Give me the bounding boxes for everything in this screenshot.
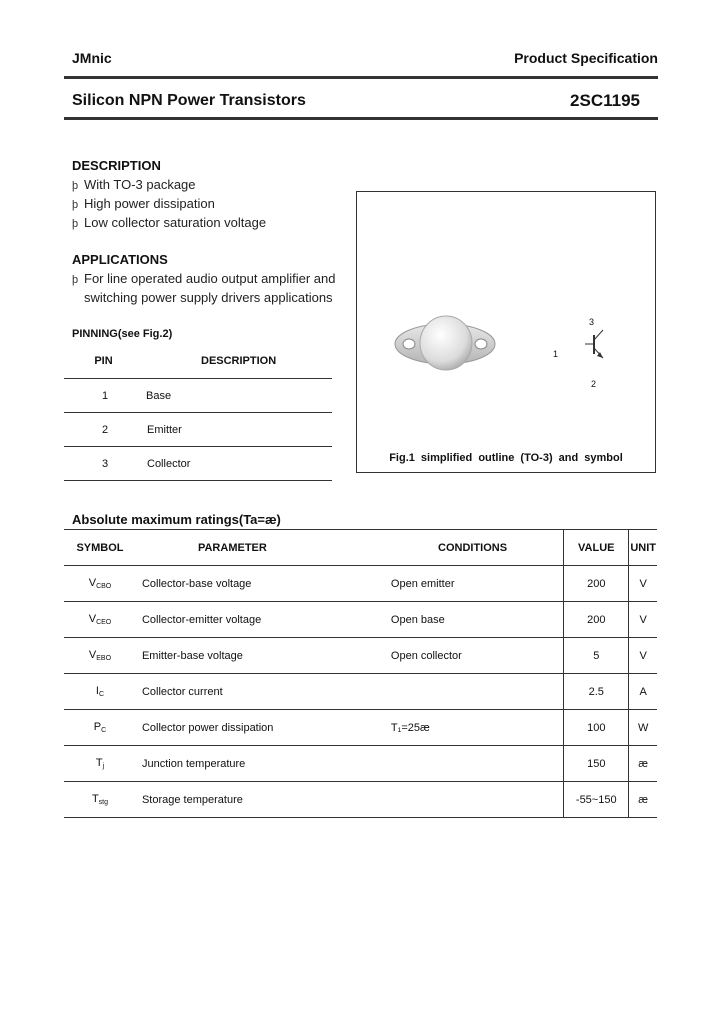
value-cell: 200 xyxy=(564,602,629,638)
pin-number: 2 xyxy=(64,413,146,447)
parameter-cell: Junction temperature xyxy=(136,746,382,782)
ratings-table xyxy=(64,529,657,818)
table-row xyxy=(64,782,657,818)
pin-desc: Emitter xyxy=(146,413,332,447)
ratings-header-row xyxy=(64,530,657,566)
figure-box xyxy=(356,191,656,473)
pin-number: 3 xyxy=(64,447,146,481)
table-row xyxy=(64,379,332,413)
value-cell: -55~150 xyxy=(564,782,629,818)
table-row xyxy=(64,746,657,782)
table-row xyxy=(64,566,657,602)
pin1-label: 1 xyxy=(553,349,559,359)
description-item: þ High power dissipation xyxy=(72,196,215,211)
description-item: þ Low collector saturation voltage xyxy=(72,215,267,230)
col-conditions: CONDITIONS xyxy=(382,530,564,566)
applications-item-cont: switching power supply drivers applications xyxy=(84,290,333,305)
conditions-cell: Open collector xyxy=(382,638,564,674)
unit-cell: V xyxy=(629,638,657,674)
unit-cell: W xyxy=(629,710,657,746)
unit-cell: V xyxy=(629,566,657,602)
value-cell: 200 xyxy=(564,566,629,602)
conditions-cell xyxy=(382,746,564,782)
doc-type: Product Specification xyxy=(514,50,658,66)
parameter-cell: Storage temperature xyxy=(136,782,382,818)
unit-cell: A xyxy=(629,674,657,710)
product-line: Silicon NPN Power Transistors xyxy=(72,92,306,109)
brand-name: JMnic xyxy=(72,50,112,66)
symbol-cell: $P_C$ xyxy=(64,710,136,746)
table-row xyxy=(64,638,657,674)
description-heading: DESCRIPTION xyxy=(72,158,161,173)
unit-cell: V xyxy=(629,602,657,638)
pin-desc: Base xyxy=(146,379,332,413)
pin2-label: 2 xyxy=(591,379,597,389)
conditions-cell: Open base xyxy=(382,602,564,638)
part-number: 2SC1195 xyxy=(570,91,640,110)
symbol-cell: $T_{stg}$ xyxy=(64,782,136,818)
bullet-icon: þ xyxy=(72,274,79,286)
unit-cell: æ xyxy=(629,782,657,818)
value-cell: 150 xyxy=(564,746,629,782)
pin-number: 1 xyxy=(64,379,146,413)
pin3-label: 3 xyxy=(589,317,595,327)
to3-package-illustration xyxy=(357,192,655,442)
col-pin: PIN xyxy=(94,355,113,367)
conditions-cell: T₁=25æ xyxy=(382,710,564,746)
parameter-cell: Emitter-base voltage xyxy=(136,638,382,674)
col-parameter: PARAMETER xyxy=(136,530,382,566)
symbol-cell: $V_{CEO}$ xyxy=(64,602,136,638)
table-row xyxy=(64,674,657,710)
parameter-cell: Collector-emitter voltage xyxy=(136,602,382,638)
col-symbol: SYMBOL xyxy=(64,530,136,566)
bullet-icon: þ xyxy=(72,180,79,192)
table-row xyxy=(64,447,332,481)
conditions-cell: Open emitter xyxy=(382,566,564,602)
table-row xyxy=(64,413,332,447)
bullet-icon: þ xyxy=(72,199,79,211)
conditions-cell xyxy=(382,674,564,710)
pinning-header-row xyxy=(64,344,332,379)
header-rule xyxy=(64,76,658,79)
pin-desc: Collector xyxy=(146,447,332,481)
table-row xyxy=(64,710,657,746)
parameter-cell: Collector power dissipation xyxy=(136,710,382,746)
table-row xyxy=(64,602,657,638)
parameter-cell: Collector current xyxy=(136,674,382,710)
unit-cell: æ xyxy=(629,746,657,782)
symbol-cell: $I_C$ xyxy=(64,674,136,710)
title-rule xyxy=(64,117,658,120)
col-unit: UNIT xyxy=(629,530,657,566)
description-item: þ With TO-3 package xyxy=(72,177,196,192)
col-description: DESCRIPTION xyxy=(201,355,277,367)
value-cell: 100 xyxy=(564,710,629,746)
ratings-heading: Absolute maximum ratings(Ta=æ) xyxy=(72,512,281,527)
pinning-heading: PINNING(see Fig.2) xyxy=(72,328,173,340)
parameter-cell: Collector-base voltage xyxy=(136,566,382,602)
pinning-table xyxy=(64,344,332,481)
applications-item: þ For line operated audio output amplifier and xyxy=(72,271,336,286)
value-cell: 5 xyxy=(564,638,629,674)
symbol-cell: $V_{CBO}$ xyxy=(64,566,136,602)
value-cell: 2.5 xyxy=(564,674,629,710)
figure-caption: Fig.1 simplified outline (TO-3) and symbol xyxy=(389,452,623,464)
applications-heading: APPLICATIONS xyxy=(72,252,168,267)
symbol-cell: $V_{EBO}$ xyxy=(64,638,136,674)
bullet-icon: þ xyxy=(72,218,79,230)
symbol-cell: $T_j$ xyxy=(64,746,136,782)
col-value: VALUE xyxy=(564,530,629,566)
conditions-cell xyxy=(382,782,564,818)
